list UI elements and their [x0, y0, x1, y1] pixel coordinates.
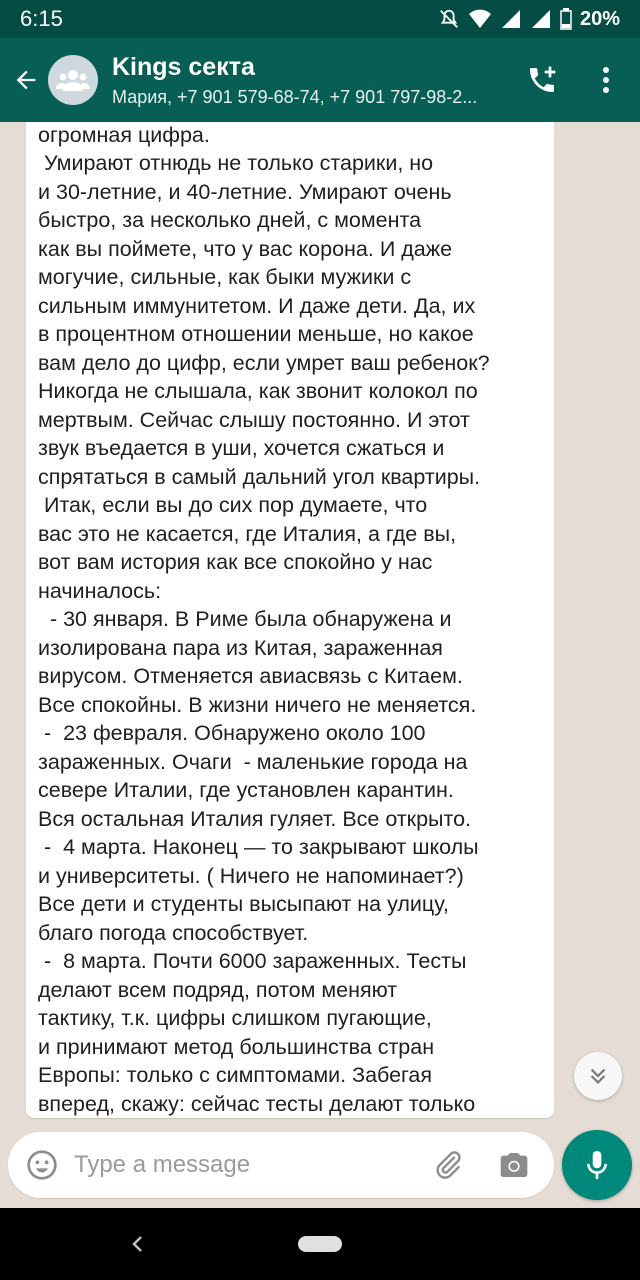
system-back-button[interactable] — [124, 1230, 152, 1258]
wifi-icon — [468, 8, 492, 30]
mute-icon — [438, 8, 460, 30]
message-composer — [8, 1132, 554, 1198]
battery-level: 20% — [579, 7, 620, 30]
add-call-icon — [526, 64, 558, 96]
attach-button[interactable] — [428, 1145, 468, 1185]
back-button[interactable] — [4, 50, 48, 110]
signal-icon-2 — [530, 8, 552, 30]
chat-title: Kings секта — [112, 52, 255, 81]
status-bar — [0, 0, 640, 38]
chat-participants: Мария, +7 901 579-68-74, +7 901 797-98-2... — [112, 86, 478, 107]
system-nav-bar — [0, 1208, 640, 1280]
paperclip-icon — [432, 1149, 464, 1181]
arrow-left-icon — [12, 66, 40, 94]
add-call-button[interactable] — [522, 60, 562, 100]
signal-icon — [500, 8, 522, 30]
group-avatar[interactable] — [48, 55, 98, 105]
group-avatar-icon — [56, 67, 90, 93]
system-home-button[interactable] — [298, 1236, 342, 1252]
double-chevron-down-icon — [587, 1065, 609, 1087]
emoji-button[interactable] — [14, 1137, 70, 1193]
chevron-left-icon — [131, 1235, 145, 1253]
chat-title-block[interactable] — [112, 53, 512, 108]
emoji-icon — [26, 1149, 58, 1181]
message-text: огромная цифра. Умирают отнюдь не только старики, но и 30-летние, и 40-летние. Умирают очень быстро, за несколько дней, с момента как вы поймете, что у вас корона. И даже могучие, сильные, как быки мужики с сильным иммунитетом. И даже дети. Да, их в процентном отношении меньше, но какое вам дело до цифр, если умрет ваш ребенок? Никогда не слышала, как звонит колокол по мертвым. Сейчас слышу постоянно. И этот звук въедается в уши, хочется сжаться и спрятаться в самый дальний угол квартиры. Итак, если вы до сих пор думаете, что вас это не касается, где Италия, а где вы, вот вам история как все спокойно у нас начиналось: - 30 января. В Риме была обнаружена и изолирована пара из Китая, зараженная вирусом. Отменяется авиасвязь с Китаем. Все спокойны. В жизни ничего не меняется. - 23 февраля. Обнаружено около 100 зараженных. Очаги - маленькие города на севере Италии, где установлен карантин. Вся остальная Италия гуляет. Все открыто. - 4 марта. Наконец — то закрывают школы и университеты. ( Ничего не напоминает?) Все дети и студенты высыпают на улицу, благо погода способствует. - 8 марта. Почти 6000 зараженных. Тесты делают всем подряд, потом меняют тактику, т.к. цифры слишком пугающие, и принимают метод большинства стран Европы: только с симптомами. Забегая вперед, скажу: сейчас тесты делают только — [38, 122, 490, 1116]
more-options-button[interactable] — [586, 60, 626, 100]
chat-area[interactable] — [0, 122, 640, 1132]
mic-icon — [584, 1148, 610, 1182]
status-icons — [438, 8, 620, 31]
voice-message-button[interactable] — [562, 1130, 632, 1200]
camera-icon — [498, 1149, 530, 1181]
more-vert-icon — [602, 66, 610, 94]
message-input[interactable] — [74, 1151, 414, 1179]
scroll-to-bottom-button[interactable] — [574, 1052, 622, 1100]
message-bubble[interactable] — [26, 122, 554, 1118]
status-time: 6:15 — [20, 6, 63, 31]
chat-header — [0, 38, 640, 122]
battery-icon — [560, 8, 572, 30]
camera-button[interactable] — [494, 1145, 534, 1185]
